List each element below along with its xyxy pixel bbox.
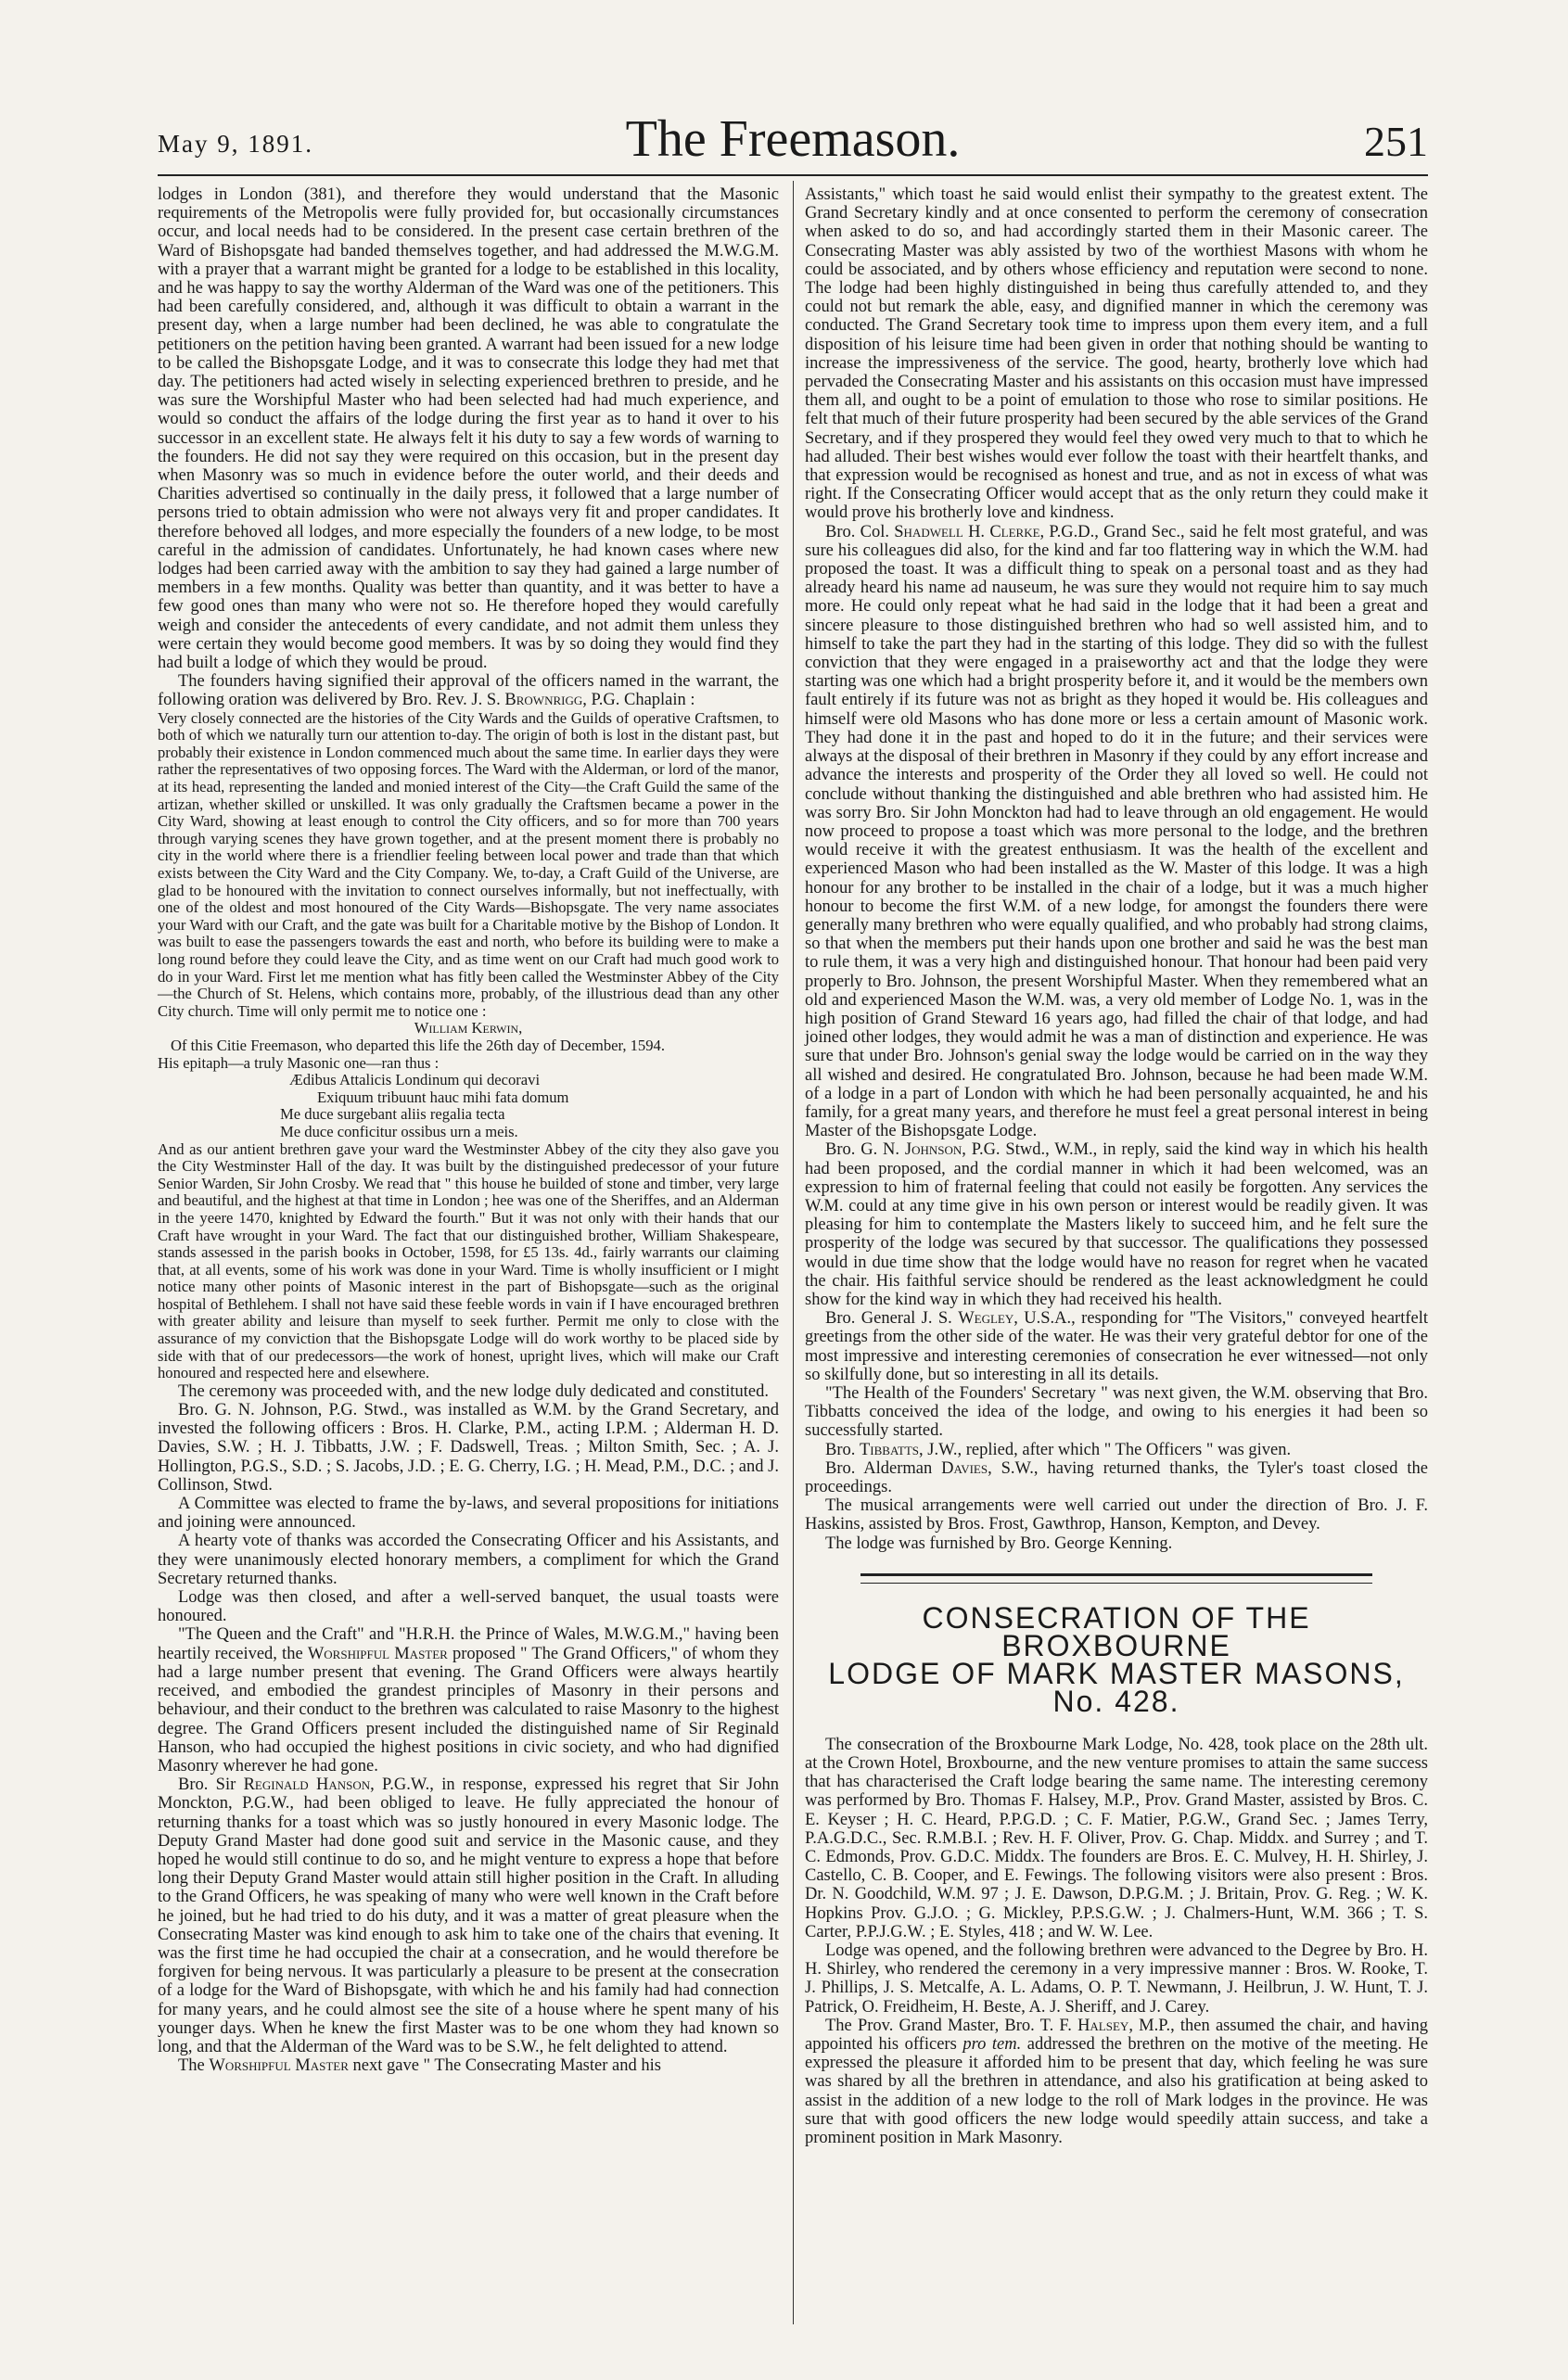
article-paragraph: Bro. Col. Shadwell H. Clerke, P.G.D., Grand Sec., said he felt most grateful, and was sure his colleagues did also, for the kind and far too flattering way in which the W.M. had proposed the toast. It was a difficult thing to speak on a personal toast and as they had already heard his name ad nauseum, he was sure they would not require him to say much more. He could only repeat what he had said in the lodge that it had been a great and sincere pleasure to those distinguished brethren who had so well assisted him, and to himself to take the part they had in the starting of this lodge. They did so with the fullest conviction that they were engaged in a praiseworthy act and that the lodge they were starting was one which had a bright prosperity before it, and it would be the members own fault entirely if its future was not as bright as they hoped it would be. His colleagues and himself were old Masons who has done more or less a certain amount of Masonic work. They had done it in the past and hoped to do it in the future; and their services were always at the disposal of their brethren in Masonry if they could by any effort increase and advance the interests and prosperity of the Order they all loved so well. He could not conclude without thanking the distinguished and able brethren who had assisted him. He was sorry Bro. Sir John Monckton had had to leave through an old engagement. He would now proceed to propose a toast which was more personal to the lodge, and the brethren would receive it with the greatest enthusiasm. It was the health of the excellent and experienced Mason who had been installed as the W. Master of this lodge. It was a high honour for any brother to be installed in the chair of a lodge, but it was a much higher honour to become the first W.M. of a new lodge, for amongst the founders there were generally many brethren who were equally qualified, and who probably had strong claims, so that when the members put their hands upon one brother and said he was the best man to rule them, it was a very high and distinguished honour. That honour had been paid very properly to Bro. Johnson, the present Worshipful Master. When they remembered what an old and experienced Mason the W.M. was, a very old member of Lodge No. 1, was in the high position of Grand Steward 16 years ago, had filled the chair of that lodge, and had joined other lodges, they would admit he was a man of distinction and experience. He was sure that under Bro. Johnson's genial sway the lodge would be carried on in the way they all wished and desired. He congratulated Bro. Johnson, because he had been made W.M. of a lodge in a part of London with which he had been personally acquainted, he and his family, for a great many years, and therefore he must feel a great personal interest in being Master of the Bishopsgate Lodge. <box>805 522 1428 1141</box>
person-name: Brownrigg <box>504 691 583 710</box>
epitaph-verse: Me duce conficitur ossibus urn a meis. <box>280 1122 518 1140</box>
person-name: Johnson <box>904 1140 962 1160</box>
article-paragraph: The Worshipful Master next gave " The Consecrating Master and his <box>178 2056 661 2076</box>
person-name: Reginald Hanson <box>243 1775 371 1795</box>
article-paragraph: Bro. General J. S. Wegley, U.S.A., responding for "The Visitors," conveyed heartfelt greetings from the other side of the water. He was their very grateful debtor for one of the most impressive and interesting ceremonies of consecration he ever witnessed—not only so skilfully done, but so interesting in all its details. <box>805 1309 1428 1384</box>
latin-phrase: pro tem. <box>962 2035 1022 2055</box>
article-paragraph: The musical arrangements were well carried out under the direction of Bro. J. F. Haskins, assisted by Bros. Frost, Gawthrop, Hanson, Kempton, and Devey. <box>805 1496 1428 1534</box>
article-paragraph: Bro. Alderman Davies, S.W., having returned thanks, the Tyler's toast closed the proceedings. <box>805 1458 1429 1497</box>
heading-line: No. 428. <box>1052 1684 1180 1718</box>
person-name: Wegley <box>958 1309 1014 1329</box>
person-name: Davies <box>941 1458 988 1478</box>
article-paragraph: The founders having signified their approval of the officers named in the warrant, the following oration was delivered by Bro. Rev. J. S. Brownrigg, P.G. Chaplain : <box>158 672 779 710</box>
article-paragraph: "The Queen and the Craft" and "H.R.H. the Prince of Wales, M.W.G.M.," having been heartily received, the Worshipful Master proposed " The Grand Officers," of whom they had a large number present that evening. The Grand Officers were always heartily received, and embodied the grandest principles of Masonry in their persons and behaviour, and their conduct to the brethren was calculated to raise Masonry to the highest degree. The Grand Officers present included the distinguished name of Sir Reginald Hanson, who had occupied the highest positions in civic society, and who had dignified Masonry wherever he had gone. <box>158 1625 780 1775</box>
person-name: Halsey <box>1077 2016 1129 2035</box>
masthead <box>158 109 1428 168</box>
oration-paragraph: Very closely connected are the histories of the City Wards and the Guilds of operative Craftsmen, to both of which we naturally turn our attention to-day. The origin of both is lost in the distant past, but probably their existence in London commenced much about the same time. In earlier days they were rather the representatives of two opposing forces. The Ward with the Alderman, or lord of the manor, at its head, representing the landed and monied interest of the City—the Craft Guild the same of the artizan, whether skilled or unskilled. It was only gradually the Craftsmen became a power in the City Ward, showing at least enough to control the City officers, and so for more than 700 years through varying scenes they have grown together, and at the present moment there is probably no city in the world where there is a friendlier feeling between local power and trade than that which exists between the City Ward and the City Company. We, to-day, a Craft Guild of the Universe, are glad to be honoured with the invitation to connect ourselves informally, but not ineffectually, with one of the oldest and most honoured of the City Wards—Bishopsgate. The very name associates your Ward with our Craft, and the gate was built for a Charitable motive by the Bishop of London. It was built to ease the passengers towards the east and north, who before its building were to make a long round before they could leave the City, and as time went on our Craft had much good work to do in your Ward. First let me mention what has fitly been called the Westminster Abbey of the City—the Church of St. Helens, which contains more, probably, of the illustrious dead than any other City church. Time will only permit me to notice one : <box>158 708 779 1020</box>
column-divider <box>793 181 794 2324</box>
epitaph-verse: Exiquum tribuunt hauc mihi fata domum <box>317 1088 569 1106</box>
epitaph-verse: Me duce surgebant aliis regalia tecta <box>280 1105 505 1124</box>
publication-title: The Freemason. <box>625 110 961 168</box>
person-name: Shadwell H. Clerke <box>894 522 1040 541</box>
person-name: Worshipful Master <box>209 2056 349 2076</box>
article-paragraph: The consecration of the Broxbourne Mark Lodge, No. 428, took place on the 28th ult. at the Crown Hotel, Broxbourne, and the new venture promises to attain the same success that has characterised the Craft lodge bearing the same name. The interesting ceremony was performed by Bro. Thomas F. Halsey, M.P., Prov. Grand Master, assisted by Bros. C. E. Keyser ; H. C. Heard, P.P.G.D. ; C. F. Matier, P.G.W., Grand Sec. ; James Terry, P.A.G.D.C., Sec. R.M.B.I. ; Rev. H. F. Oliver, Prov. G. Chap. Middx. and Surrey ; and T. C. Edmonds, Prov. G.D.C. Middx. The founders are Bros. E. C. Mulvey, H. H. Shirley, J. Castello, C. B. Cooper, and E. Fewings. The following visitors were also present : Bros. Dr. N. Goodchild, W.M. 97 ; J. E. Dawson, D.P.G.M. ; J. Britain, Prov. G. Reg. ; W. K. Hopkins Prov. G.J.O. ; G. Mickley, P.P.S.G.W. ; J. Chalmers-Hunt, W.M. 366 ; T. S. Carter, P.P.J.G.W. ; E. Styles, 418 ; and W. W. Lee. <box>805 1735 1428 1941</box>
person-name: Worshipful Master <box>307 1644 448 1663</box>
article-paragraph: Bro. G. N. Johnson, P.G. Stwd., W.M., in reply, said the kind way in which his health had been proposed, and the cordial manner in which it had been welcomed, was an expression to him of fraternal feeling that could not easily be forgotten. Any services the W.M. could at any time give in his own person or interest would be readily given. It was pleasing for him to contemplate the Masters likely to succeed him, and he felt sure the prosperity of the lodge was secured by that successor. The qualifications they possessed would in due time show that the lodge would have no reason for regret when he vacated the chair. His faithful service should be rendered as the least acknowledgment he could show for the kind way in which they had received his health. <box>805 1140 1428 1309</box>
article-paragraph: The lodge was furnished by Bro. George Kenning. <box>825 1534 1173 1553</box>
article-paragraph: Bro. Sir Reginald Hanson, P.G.W., in response, expressed his regret that Sir John Monckton, P.G.W., had been obliged to leave. He fully appreciated the honour of returning thanks for a toast which was so justly honoured in every Masonic lodge. The Deputy Grand Master had done good suit and service in the Masonic cause, and they hoped he would still continue to do so, and he might venture to express a hope that before long their Deputy Grand Master would attain still higher position in the Craft. In alluding to the Grand Officers, he was speaking of many who were well known in the Craft before he joined, but he had tried to do his duty, and it was a matter of great pleasure when the Consecrating Master was kind enough to ask him to take one of the chairs that evening. It was the first time he had occupied the chair at a consecration, and he would therefore be forgiven for being nervous. It was particularly a pleasure to be present at the consecration of a lodge for the Ward of Bishopsgate, with which he and his family had had connection for many years, and he could almost see the site of a house where he spent many of his younger days. When he knew the first Master was to be one whom they had known so long, and that the Alderman of the Ward was to be S.W., he felt delighted to attend. <box>158 1775 779 2056</box>
article-paragraph: The Prov. Grand Master, Bro. T. F. Halsey, M.P., then assumed the chair, and having appointed his officers pro tem. addressed the brethren on the motive of the meeting. He expressed the pleasure it afforded him to be present that day, which feeling he was sure was shared by all the brethren in attendance, and also his gratification at being asked to assist in the addition of a new lodge to the roll of Mark lodges in the province. He was sure that with good officers the new lodge would speedily attain success, and take a prominent position in Mark Masonry. <box>805 2016 1429 2148</box>
person-name: Tibbatts <box>860 1440 920 1459</box>
article-paragraph: Bro. G. N. Johnson, P.G. Stwd., was installed as W.M. by the Grand Secretary, and invested the following officers : Bros. H. Clarke, P.M., acting I.P.M. ; Alderman H. D. Davies, S.W. ; H. J. Tibbatts, J.W. ; F. Dadswell, Treas. ; Milton Smith, Sec. ; A. J. Hollington, P.G.S., S.D. ; S. Jacobs, J.D. ; E. G. Cherry, I.G. ; H. Mead, P.M., D.C. ; and J. Collinson, Stwd. <box>158 1401 779 1495</box>
header-rule <box>158 174 1428 176</box>
epitaph-name: William Kerwin, <box>414 1019 523 1037</box>
left-column <box>158 185 779 2075</box>
issue-date: May 9, 1891. <box>158 130 313 158</box>
page-number: 251 <box>1364 118 1428 165</box>
section-divider <box>860 1573 1372 1584</box>
article-paragraph: A hearty vote of thanks was accorded the Consecrating Officer and his Assistants, and they were unanimously elected honorary members, a compliment for which the Grand Secretary returned thanks. <box>158 1532 779 1588</box>
article-paragraph: The ceremony was proceeded with, and the new lodge duly dedicated and constituted. <box>178 1381 770 1401</box>
article-paragraph: Lodge was then closed, and after a well-served banquet, the usual toasts were honoured. <box>158 1588 779 1626</box>
article-paragraph: "The Health of the Founders' Secretary " was next given, the W.M. observing that Bro. Tibbatts conceived the idea of the lodge, and owing to his energies it had been so successfully started. <box>805 1384 1428 1441</box>
oration-paragraph: And as our antient brethren gave your ward the Westminster Abbey of the city they also gave you the City Westminster Hall of the day. It was built by the distinguished predecessor of your future Senior Warden, Sir John Crosby. We read that " this house he builded of stone and timber, very large and beautiful, and the highest at that time in London ; hee was one of the Sheriffes, and an Alderman in the yeere 1470, knighted by Edward the fourth." But it was not only with their hands that our Craft have wrought in your Ward. The fact that our distinguished brother, William Shakespeare, stands assessed in the parish books in October, 1598, for £5 13s. 4d., fairly warrants our claiming that, at all events, some of his work was done in your Ward. Time is wholly insufficient or I might notice many other points of Masonic interest in the part of Bishopsgate—such as the original hospital of Bethlehem. I shall not have said these feeble words in vain if I have encouraged brethren with greater ability and leisure than myself to seek further. Permit me only to close with the assurance of my conviction that the Bishopsgate Lodge will do work worthy to be placed side by side with that of our predecessors—the work of honest, upright lives, which will make our Craft honoured and respected here and elsewhere. <box>158 1139 779 1382</box>
article-paragraph: Assistants," which toast he said would enlist their sympathy to the greatest extent. The Grand Secretary kindly and at once consented to perform the ceremony of consecration when asked to do so, and had accordingly started them in their Masonic career. The Consecrating Master was ably assisted by two of the worthiest Masons with whom he could be associated, and by others whose efficiency and reputation were second to none. The lodge had been highly distinguished in being thus carefully attended to, and they could not but remark the able, easy, and dignified manner in which the ceremony was conducted. The Grand Secretary took time to impress upon them every item, and a full disposition of his leisure time had been given in order that nothing should be wanting to increase the impressiveness of the service. The good, hearty, brotherly love which had pervaded the Consecrating Master and his assistants on this occasion must have impressed them all, and ought to be a point of emulation to those who rose to similar positions. He felt that much of their future prosperity had been secured by the able services of the Grand Secretary, and if they prospered they would feel they owed very much to that to which he had alluded. Their best wishes would ever follow the toast with their heartfelt thanks, and that expression would be recognised as honest and true, and as not in excess of what was right. If the Consecrating Officer would accept that as the only return they could make it would prove his brotherly love and kindness. <box>805 185 1428 523</box>
epitaph-verse: Ædibus Attalicis Londinum qui decoravi <box>289 1071 541 1089</box>
article-paragraph: Bro. Tibbatts, J.W., replied, after which " The Officers " was given. <box>825 1440 1292 1459</box>
epitaph-intro: His epitaph—a truly Masonic one—ran thus : <box>158 1053 440 1072</box>
epitaph-note: Of this Citie Freemason, who departed this life the 26th day of December, 1594. <box>171 1036 665 1054</box>
article-paragraph: A Committee was elected to frame the by-laws, and several propositions for initiations and joining were announced. <box>158 1495 779 1533</box>
article-paragraph: lodges in London (381), and therefore they would understand that the Masonic requirements of the Metropolis were fully provided for, but occasionally circumstances occur, and local needs had to be considered. In the present case certain brethren of the Ward of Bishopsgate had banded themselves together, and had addressed the M.W.G.M. with a prayer that a warrant might be granted for a lodge to be established in this locality, and he was happy to say the worthy Alderman of the Ward was one of the petitioners. This had been carefully considered, and, although it was difficult to obtain a warrant in the present day, when a large number had been declined, he was able to congratulate the petitioners on the petition having been granted. A warrant had been issued for a new lodge to be called the Bishopsgate Lodge, and it was to consecrate this lodge they had met that day. The petitioners had acted wisely in selecting experienced brethren to preside, and he was sure the Worshipful Master who had been selected had had much experience, and would so conduct the affairs of the lodge during the first year as to hand it over to his successor in an excellent state. He always felt it his duty to say a few words of warning to the founders. He did not say they were required on this occasion, but in the present day when Masonry was so much in evidence before the outer world, and their deeds and Charities advertised so continually in the daily press, it followed that a large number of persons tried to obtain admission who were not always very fit and proper candidates. It therefore behoved all lodges, and more especially the founders of a new lodge, to be most careful in the admission of candidates. Unfortunately, he had known cases where new lodges had been carried away with the ambition to say they had gained a large number of members in a few months. Quality was better than quantity, and it was better to have a few good ones than many who were not so. He therefore hoped they would carefully weigh and consider the antecedents of every candidate, and not admit them unless they were certain they would become good members. It was by so doing they would find they had built a lodge of which they would be proud. <box>158 185 779 673</box>
right-column <box>805 185 1428 2147</box>
article-heading <box>805 1600 1428 1718</box>
heading-line: CONSECRATION OF THE BROXBOURNE <box>922 1600 1311 1662</box>
heading-line: LODGE OF MARK MASTER MASONS, <box>828 1656 1405 1690</box>
article-paragraph: Lodge was opened, and the following brethren were advanced to the Degree by Bro. H. H. Shirley, who rendered the ceremony in a very impressive manner : Bros. W. Rooke, T. J. Phillips, J. S. Metcalfe, A. L. Adams, O. P. T. Newmann, J. Heilbrun, J. W. Hunt, T. J. Patrick, O. Freidheim, H. Beste, A. J. Sheriff, and J. Carey. <box>805 1941 1428 2017</box>
